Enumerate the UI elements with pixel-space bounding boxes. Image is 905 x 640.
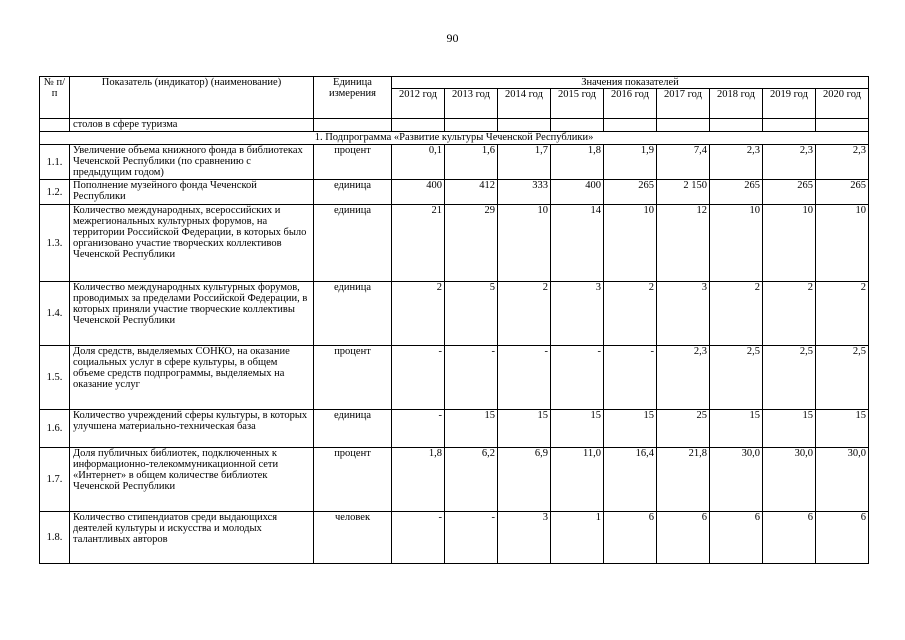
table-row xyxy=(40,346,869,410)
indicator-name: Количество международных, всероссийских и межрегиональных культурных форумов, на территории Российской Федерации, в которых было организовано участие творческих коллективов Чеченской Республики xyxy=(70,205,314,282)
unit: единица xyxy=(314,410,392,448)
value-cell: 15 xyxy=(710,410,763,448)
value-cell: - xyxy=(445,512,498,564)
value-cell: 2 xyxy=(392,282,445,346)
continuation-text: столов в сфере туризма xyxy=(70,119,314,132)
value-cell: 2,5 xyxy=(816,346,869,410)
value-cell: 1 xyxy=(551,512,604,564)
table-row xyxy=(40,512,869,564)
value-cell: 30,0 xyxy=(710,448,763,512)
header-indicator: Показатель (индикатор) (наименование) xyxy=(70,77,314,119)
value-cell: 265 xyxy=(604,180,657,205)
unit: человек xyxy=(314,512,392,564)
row-number: 1.6. xyxy=(40,410,70,448)
value-cell: 265 xyxy=(763,180,816,205)
table-row xyxy=(40,205,869,282)
unit: единица xyxy=(314,282,392,346)
value-cell: 12 xyxy=(657,205,710,282)
value-cell: 15 xyxy=(498,410,551,448)
value-cell: 5 xyxy=(445,282,498,346)
value-cell: 3 xyxy=(551,282,604,346)
value-cell: 2 xyxy=(498,282,551,346)
header-unit: Единица измерения xyxy=(314,77,392,119)
value-cell: 29 xyxy=(445,205,498,282)
row-number: 1.3. xyxy=(40,205,70,282)
value-cell: 15 xyxy=(816,410,869,448)
value-cell: 10 xyxy=(498,205,551,282)
value-cell: 2,5 xyxy=(763,346,816,410)
subprogram-title: 1. Подпрограмма «Развитие культуры Чеченской Республики» xyxy=(40,132,869,145)
header-year: 2018 год xyxy=(710,89,763,119)
value-cell: 15 xyxy=(763,410,816,448)
value-cell: 2,5 xyxy=(710,346,763,410)
value-cell: 10 xyxy=(763,205,816,282)
value-cell: 0,1 xyxy=(392,145,445,180)
table-row xyxy=(40,410,869,448)
value-cell: 2,3 xyxy=(710,145,763,180)
header-num: № п/п xyxy=(40,77,70,119)
value-cell: 265 xyxy=(816,180,869,205)
table-row xyxy=(40,282,869,346)
value-cell: 3 xyxy=(657,282,710,346)
value-cell: 15 xyxy=(551,410,604,448)
value-cell: 14 xyxy=(551,205,604,282)
row-number: 1.2. xyxy=(40,180,70,205)
unit: процент xyxy=(314,346,392,410)
indicator-name: Доля публичных библиотек, подключенных к информационно-телекоммуникационной сети «Интернет» в общем количестве библиотек Чеченской Республики xyxy=(70,448,314,512)
value-cell: 1,7 xyxy=(498,145,551,180)
value-cell: 15 xyxy=(445,410,498,448)
value-cell: 6 xyxy=(657,512,710,564)
value-cell: 6 xyxy=(816,512,869,564)
value-cell: 3 xyxy=(498,512,551,564)
value-cell: 10 xyxy=(710,205,763,282)
value-cell: 2 xyxy=(710,282,763,346)
unit: процент xyxy=(314,145,392,180)
value-cell: 2 xyxy=(816,282,869,346)
value-cell: 1,9 xyxy=(604,145,657,180)
value-cell: 6 xyxy=(604,512,657,564)
header-year: 2014 год xyxy=(498,89,551,119)
value-cell: - xyxy=(445,346,498,410)
header-year: 2012 год xyxy=(392,89,445,119)
value-cell: 16,4 xyxy=(604,448,657,512)
page-number: 90 xyxy=(446,31,459,45)
indicator-name: Количество учреждений сферы культуры, в которых улучшена материально-техническая база xyxy=(70,410,314,448)
value-cell: - xyxy=(392,410,445,448)
value-cell: 6,2 xyxy=(445,448,498,512)
value-cell: - xyxy=(498,346,551,410)
value-cell: 6 xyxy=(710,512,763,564)
indicator-name: Доля средств, выделяемых СОНКО, на оказание социальных услуг в сфере культуры, в общем объеме средств подпрограммы, выделяемых на оказание услуг xyxy=(70,346,314,410)
table-row xyxy=(40,448,869,512)
value-cell: 25 xyxy=(657,410,710,448)
row-number: 1.4. xyxy=(40,282,70,346)
indicator-name: Пополнение музейного фонда Чеченской Республики xyxy=(70,180,314,205)
value-cell: - xyxy=(604,346,657,410)
row-number: 1.5. xyxy=(40,346,70,410)
value-cell: 6,9 xyxy=(498,448,551,512)
value-cell: 11,0 xyxy=(551,448,604,512)
indicator-name: Количество международных культурных форумов, проводимых за пределами Российской Федерации, в которых приняли участие творческие коллективы Чеченской Республики xyxy=(70,282,314,346)
value-cell: 10 xyxy=(816,205,869,282)
header-values: Значения показателей xyxy=(392,77,869,89)
unit: единица xyxy=(314,205,392,282)
value-cell: 21 xyxy=(392,205,445,282)
header-year: 2020 год xyxy=(816,89,869,119)
indicator-name: Количество стипендиатов среди выдающихся деятелей культуры и искусства и молодых талантливых авторов xyxy=(70,512,314,564)
value-cell: - xyxy=(392,346,445,410)
header-year: 2013 год xyxy=(445,89,498,119)
value-cell: 1,6 xyxy=(445,145,498,180)
value-cell: 2 150 xyxy=(657,180,710,205)
value-cell: 265 xyxy=(710,180,763,205)
header-year: 2017 год xyxy=(657,89,710,119)
indicator-name: Увеличение объема книжного фонда в библиотеках Чеченской Республики (по сравнению с предыдущим годом) xyxy=(70,145,314,180)
indicators-table xyxy=(39,76,869,564)
row-number: 1.8. xyxy=(40,512,70,564)
value-cell: 400 xyxy=(392,180,445,205)
value-cell: 2,3 xyxy=(763,145,816,180)
table-row xyxy=(40,180,869,205)
header-year: 2015 год xyxy=(551,89,604,119)
value-cell: 15 xyxy=(604,410,657,448)
value-cell: - xyxy=(392,512,445,564)
value-cell: 2 xyxy=(604,282,657,346)
value-cell: 30,0 xyxy=(763,448,816,512)
value-cell: 6 xyxy=(763,512,816,564)
value-cell: 7,4 xyxy=(657,145,710,180)
value-cell: 400 xyxy=(551,180,604,205)
value-cell: 10 xyxy=(604,205,657,282)
value-cell: 21,8 xyxy=(657,448,710,512)
row-number: 1.7. xyxy=(40,448,70,512)
value-cell: - xyxy=(551,346,604,410)
value-cell: 1,8 xyxy=(551,145,604,180)
value-cell: 2,3 xyxy=(657,346,710,410)
value-cell: 2,3 xyxy=(816,145,869,180)
header-year: 2019 год xyxy=(763,89,816,119)
unit: процент xyxy=(314,448,392,512)
value-cell: 30,0 xyxy=(816,448,869,512)
value-cell: 2 xyxy=(763,282,816,346)
value-cell: 1,8 xyxy=(392,448,445,512)
row-number: 1.1. xyxy=(40,145,70,180)
header-year: 2016 год xyxy=(604,89,657,119)
table-row xyxy=(40,145,869,180)
value-cell: 412 xyxy=(445,180,498,205)
unit: единица xyxy=(314,180,392,205)
value-cell: 333 xyxy=(498,180,551,205)
